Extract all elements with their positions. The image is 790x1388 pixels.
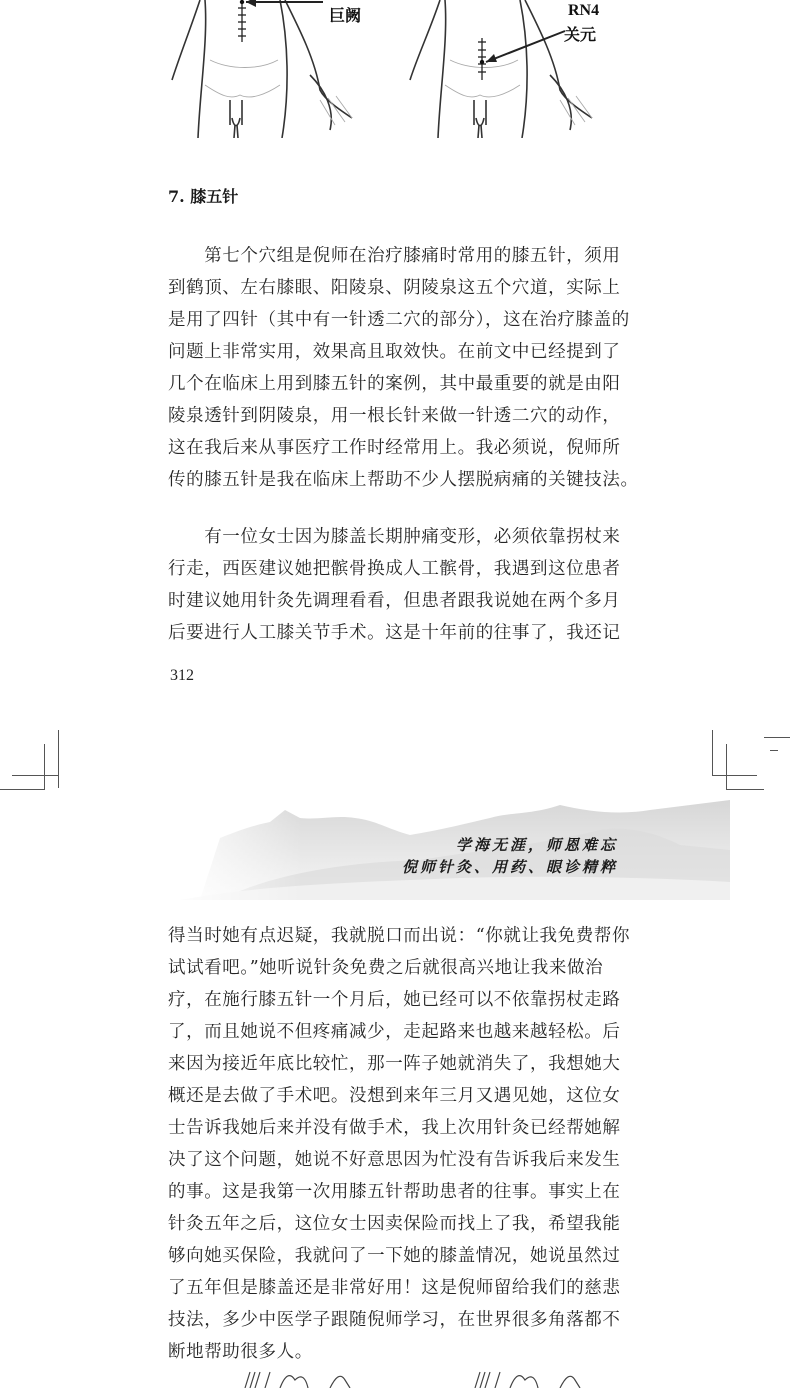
text-line: 概还是去做了手术吧。没想到来年三月又遇见她，这位女 [168, 1086, 621, 1106]
text-line: 后要进行人工膝关节手术。这是十年前的往事了，我还记 [168, 623, 621, 643]
text-line: 来因为接近年底比较忙，那一阵子她就消失了，我想她大 [168, 1054, 621, 1074]
text-line: 这在我后来从事医疗工作时经常用上。我必须说，倪师所 [168, 438, 621, 458]
crop-mark [0, 789, 45, 790]
text-line: 有一位女士因为膝盖长期肿痛变形，必须依靠拐杖来 [168, 527, 621, 547]
page-number: 312 [170, 667, 194, 684]
crop-mark [770, 750, 778, 751]
text-line: 士告诉我她后来并没有做手术，我上次用针灸已经帮她解 [168, 1118, 621, 1138]
text-line: 够向她买保险，我就问了一下她的膝盖情况，她说虽然过 [168, 1246, 621, 1266]
text-line: 时建议她用针灸先调理看看，但患者跟我说她在两个多月 [168, 591, 621, 611]
crop-mark [764, 737, 790, 738]
running-header-line-1: 学海无涯，师恩难忘 [455, 836, 618, 854]
crop-mark [726, 789, 764, 790]
crop-mark [58, 730, 59, 788]
acupoint-label-guanyuan: 关元 [564, 25, 597, 44]
text-line: 试试看吧。”她听说针灸免费之后就很高兴地让我来做治 [168, 958, 604, 978]
text-line: 得当时她有点迟疑，我就脱口而出说：“你就让我免费帮你 [168, 926, 631, 946]
text-line: 断地帮助很多人。 [168, 1342, 313, 1362]
text-line: 问题上非常实用，效果高且取效快。在前文中已经提到了 [168, 342, 621, 362]
text-line: 了，而且她说不但疼痛减少，走起路来也越来越轻松。后 [168, 1022, 621, 1042]
text-line: 传的膝五针是我在临床上帮助不少人摆脱病痛的关键技法。 [168, 470, 639, 490]
text-line: 的事。这是我第一次用膝五针帮助患者的往事。事实上在 [168, 1182, 621, 1202]
ink-mountain-header-art [160, 790, 730, 900]
text-line: 疗，在施行膝五针一个月后，她已经可以不依靠拐杖走路 [168, 990, 621, 1010]
crop-mark [712, 775, 757, 776]
section-heading: 7. 膝五针 [168, 187, 239, 206]
text-line: 技法，多少中医学子跟随倪师学习，在世界很多角落都不 [168, 1310, 621, 1330]
text-line: 几个在临床上用到膝五针的案例，其中最重要的就是由阳 [168, 374, 621, 394]
text-line: 到鹤顶、左右膝眼、阳陵泉、阴陵泉这五个穴道，实际上 [168, 278, 621, 298]
text-line: 第七个穴组是倪师在治疗膝痛时常用的膝五针，须用 [168, 246, 621, 266]
crop-mark [12, 775, 58, 776]
text-line: 陵泉透针到阴陵泉，用一根长针来做一针透二穴的动作， [168, 406, 621, 426]
partial-anatomy-figure [230, 1370, 650, 1388]
body-outline-illustration [160, 0, 640, 138]
acupoint-label-juque: 巨阙 [329, 6, 362, 25]
text-line: 了五年但是膝盖还是非常好用！这是倪师留给我们的慈悲 [168, 1278, 621, 1298]
anatomy-figure [160, 0, 640, 138]
text-line: 是用了四针（其中有一针透二穴的部分），这在治疗膝盖的 [168, 310, 630, 330]
crop-mark [712, 730, 713, 776]
text-line: 决了这个问题，她说不好意思因为忙没有告诉我后来发生 [168, 1150, 621, 1170]
crop-mark [726, 744, 727, 790]
crop-mark [44, 744, 45, 790]
running-header-line-2: 倪师针灸、用药、眼诊精粹 [401, 858, 618, 876]
acupoint-code-rn4: RN4 [568, 2, 600, 19]
text-line: 针灸五年之后，这位女士因卖保险而找上了我，希望我能 [168, 1214, 621, 1234]
text-line: 行走，西医建议她把髌骨换成人工髌骨，我遇到这位患者 [168, 559, 621, 579]
